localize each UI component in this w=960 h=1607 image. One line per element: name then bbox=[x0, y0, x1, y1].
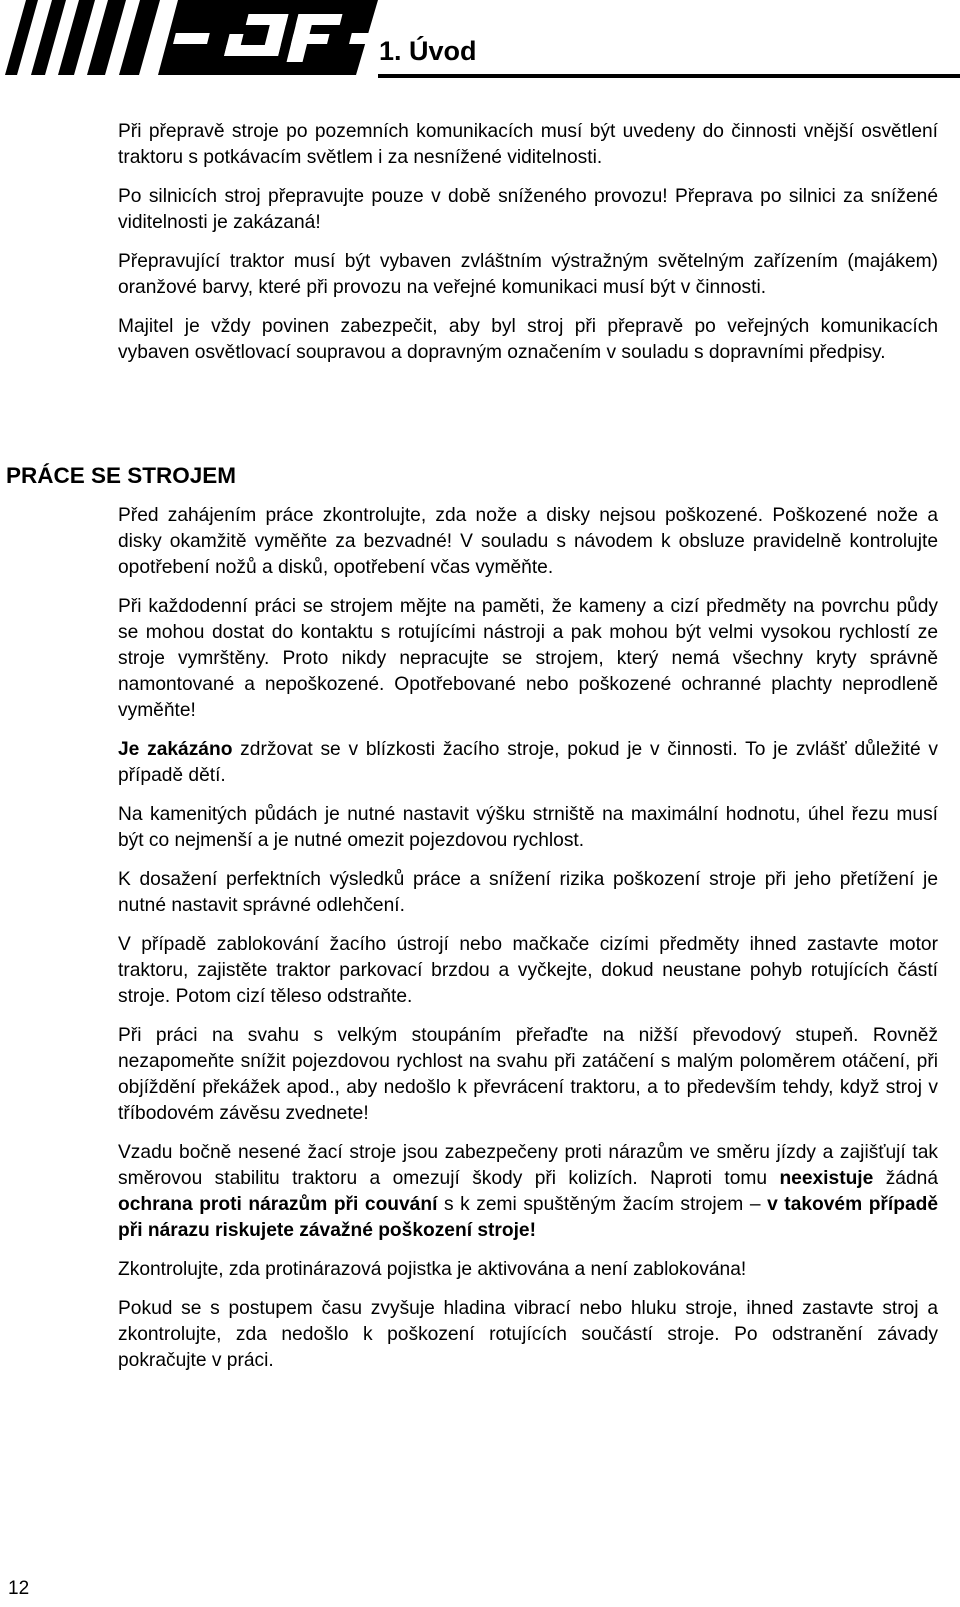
logo-dash bbox=[173, 33, 210, 44]
emphasis-text: neexistuje bbox=[779, 1168, 874, 1189]
emphasis-text: ochrana proti nárazům při couvání bbox=[118, 1194, 438, 1215]
chapter-title: 1. Úvod bbox=[379, 36, 477, 66]
paragraph: Při každodenní práci se strojem mějte na paměti, že kameny a cizí předměty na povrchu půdy se mohou dostat do kontaktu s rotujícími nástroji a pak mohou být velmi vysokou rychlostí ze stroje vymrštěny. Proto nikdy nepracujte se strojem, který nemá všechny kryty správně namontované a nepoškozené. Opotřebované nebo poškozené ochranné plachty neprodleně vyměňte! bbox=[118, 596, 938, 721]
paragraph: Při práci na svahu s velkým stoupáním přeřaďte na nižší převodový stupeň. Rovněž nezapomeňte snížit pojezdovou rychlost na svahu při zatáčení s malým poloměrem otáčení, při objíždění překážek apod., aby nedošlo k převrácení traktoru, a to především tehdy, když stroj v tříbodovém závěsu zvednete! bbox=[118, 1025, 938, 1124]
paragraph: Pokud se s postupem času zvyšuje hladina vibrací nebo hluku stroje, ihned zastavte stroj a zkontrolujte, zda nedošlo k poškození rotujících součástí stroje. Po odstranění závady pokračujte v práci. bbox=[118, 1298, 938, 1371]
paragraph: Majitel je vždy povinen zabezpečit, aby byl stroj při přepravě po veřejných komunikacích vybaven osvětlovací soupravou a dopravným označením v souladu s dopravními předpisy. bbox=[118, 316, 938, 363]
section-body bbox=[118, 503, 938, 1387]
page-header bbox=[0, 0, 960, 84]
intro-text bbox=[118, 119, 938, 379]
page-number: 12 bbox=[8, 1578, 30, 1599]
jf-logo bbox=[0, 0, 378, 75]
logo-stripe bbox=[87, 0, 126, 75]
paragraph: Před zahájením práce zkontrolujte, zda nože a disky nejsou poškozené. Poškozené nože a disky okamžitě vyměňte za bezvadné! V souladu s návodem k obsluze pravidelně kontrolujte opotřebení nožů a disků, opotřebení včas vyměňte. bbox=[118, 505, 938, 578]
paragraph: Po silnicích stroj přepravujte pouze v době sníženého provozu! Přeprava po silnici za snížené viditelnosti je zakázaná! bbox=[118, 186, 938, 233]
emphasis-text: Je zakázáno bbox=[118, 739, 233, 760]
logo-stripe bbox=[31, 0, 66, 75]
header-rule bbox=[378, 74, 960, 78]
section-heading: PRÁCE SE STROJEM bbox=[6, 463, 237, 488]
paragraph: Přepravující traktor musí být vybaven zvláštním výstražným světelným zařízením (majákem) oranžové barvy, které při provozu na veřejné komunikaci musí být v činnosti. bbox=[118, 251, 938, 298]
logo-stripe bbox=[58, 0, 95, 75]
logo-dash bbox=[349, 33, 376, 44]
paragraph: Je zakázáno zdržovat se v blízkosti žacího stroje, pokud je v činnosti. To je zvlášť důležité v případě dětí. bbox=[118, 739, 938, 786]
paragraph: Zkontrolujte, zda protinárazová pojistka je aktivována a není zablokována! bbox=[118, 1259, 747, 1280]
logo-stripe bbox=[119, 0, 160, 75]
paragraph: K dosažení perfektních výsledků práce a snížení rizika poškození stroje při jeho přetížení je nutné nastavit správné odlehčení. bbox=[118, 869, 938, 916]
paragraph: Při přepravě stroje po pozemních komunikacích musí být uvedeny do činnosti vnější osvětlení traktoru s potkávacím světlem i za nesnížené viditelnosti. bbox=[118, 121, 938, 168]
paragraph: Na kamenitých půdách je nutné nastavit výšku strniště na maximální hodnotu, úhel řezu musí být co nejmenší a je nutné omezit pojezdovou rychlost. bbox=[118, 804, 938, 851]
emphasis-text: v takovém případě při nárazu riskujete závažné poškození stroje! bbox=[118, 1194, 939, 1241]
logo-stripe bbox=[5, 0, 38, 75]
paragraph: V případě zablokování žacího ústrojí nebo mačkače cizími předměty ihned zastavte motor traktoru, zajistěte traktor parkovací brzdou a vyčkejte, dokud neustane pohyb rotujících částí stroje. Potom cizí těleso odstraňte. bbox=[118, 934, 938, 1007]
paragraph: Vzadu bočně nesené žací stroje jsou zabezpečeny proti nárazům ve směru jízdy a zajišťují tak směrovou stabilitu traktoru a omezují škody při kolizích. Naproti tomu neexistuje žádná ochrana proti nárazům při couvání s k zemi spuštěným žacím strojem – v takovém případě při nárazu riskujete závažné poškození stroje! bbox=[118, 1142, 939, 1241]
